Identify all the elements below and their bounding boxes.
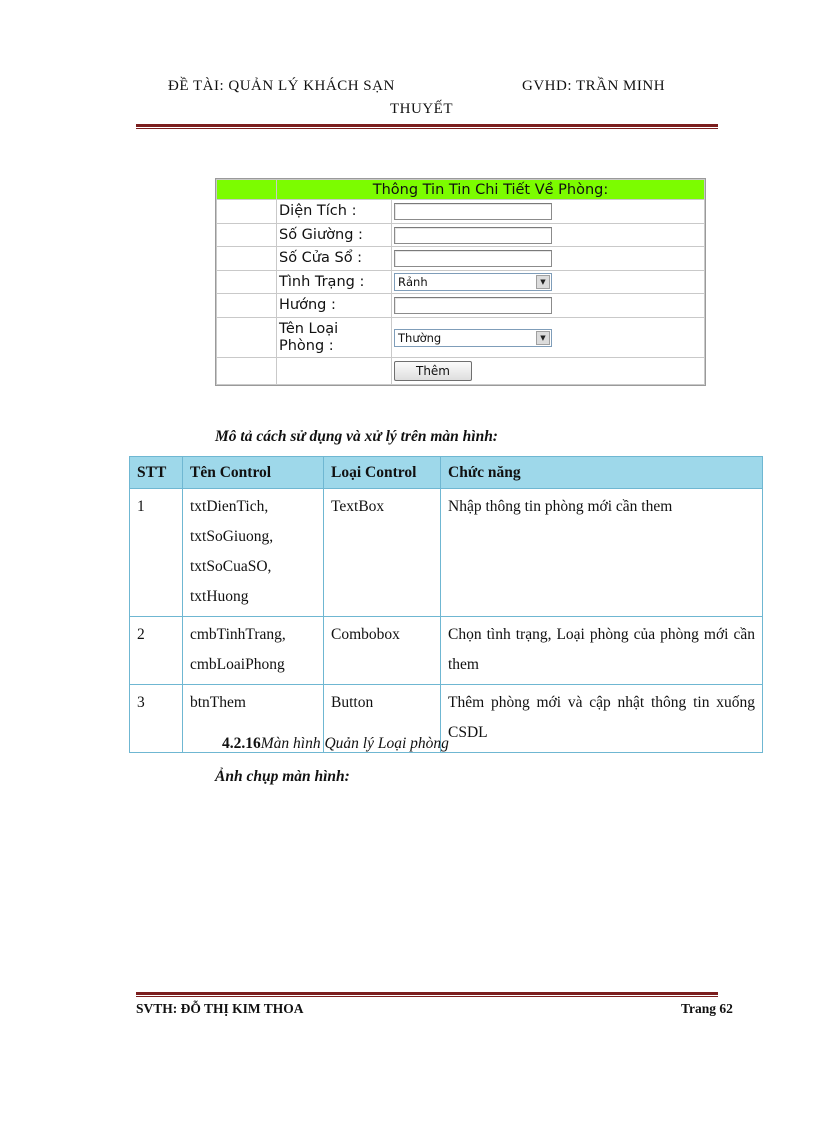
- section-title: Màn hình Quản lý Loại phòng: [260, 735, 449, 752]
- table-row: 1 txtDienTich, txtSoGiuong, txtSoCuaSO, txtHuong TextBox Nhập thông tin phòng mới cần them: [130, 489, 763, 617]
- area-label: Diện Tích :: [277, 200, 392, 223]
- add-button[interactable]: Thêm: [394, 361, 472, 381]
- beds-input[interactable]: [394, 227, 552, 244]
- footer-rule: [136, 992, 718, 997]
- windows-label: Số Cửa Sổ :: [277, 247, 392, 270]
- table-header-row: STT Tên Control Loại Control Chức năng: [130, 457, 763, 489]
- header-topic: ĐỀ TÀI: QUẢN LÝ KHÁCH SẠN: [168, 78, 395, 94]
- footer-student: SVTH: ĐỖ THỊ KIM THOA: [136, 1001, 304, 1016]
- room-type-combobox[interactable]: [394, 329, 552, 347]
- table-row: 3 btnThem Button Thêm phòng mới và cập nhật thông tin xuống CSDL: [130, 685, 763, 753]
- area-input[interactable]: [394, 203, 552, 220]
- controls-table: [129, 456, 763, 753]
- header-advisor-continued: THUYẾT: [390, 101, 453, 117]
- page-number: Trang 62: [681, 1001, 733, 1016]
- status-label: Tình Trạng :: [277, 270, 392, 293]
- dropdown-arrow-icon[interactable]: ▼: [536, 331, 550, 345]
- header-advisor: GVHD: TRẦN MINH: [522, 78, 666, 94]
- section-heading: [222, 735, 449, 753]
- beds-label: Số Giường :: [277, 223, 392, 246]
- room-type-value: Thường: [398, 330, 442, 345]
- status-value: Rảnh: [398, 274, 428, 289]
- direction-input[interactable]: [394, 297, 552, 314]
- form-title: Thông Tin Tin Chi Tiết Về Phòng:: [277, 180, 705, 200]
- direction-label: Hướng :: [277, 294, 392, 317]
- room-type-label: Tên Loại Phòng :: [277, 317, 392, 358]
- screenshot-label: Ảnh chụp màn hình:: [215, 768, 350, 785]
- status-combobox[interactable]: [394, 273, 552, 291]
- header-rule: [136, 124, 718, 129]
- description-heading: Mô tả cách sử dụng và xử lý trên màn hình:: [215, 428, 498, 445]
- dropdown-arrow-icon[interactable]: ▼: [536, 275, 550, 289]
- windows-input[interactable]: [394, 250, 552, 267]
- section-number: 4.2.16: [222, 735, 261, 752]
- room-detail-form: [215, 178, 706, 386]
- table-row: 2 cmbTinhTrang, cmbLoaiPhong Combobox Chọn tình trạng, Loại phòng của phòng mới cần them: [130, 617, 763, 685]
